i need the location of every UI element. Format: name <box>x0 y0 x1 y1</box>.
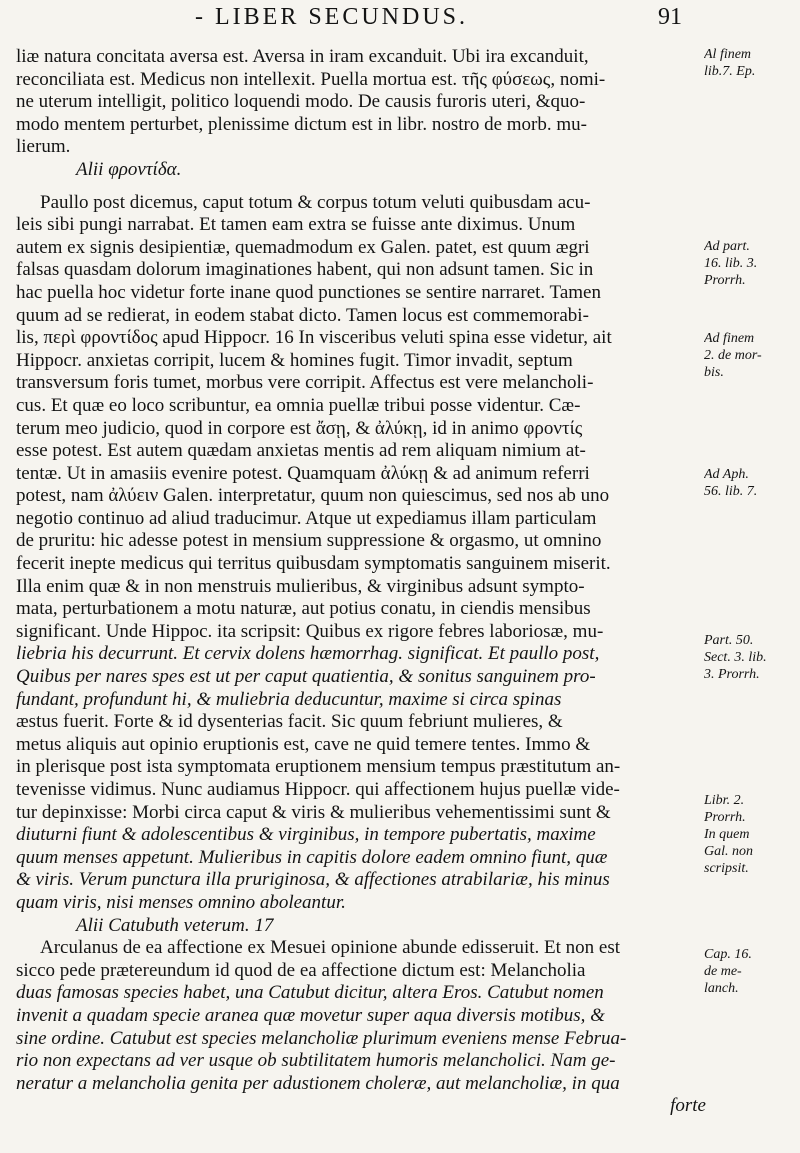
text-line: potest, nam ἀλύειν Galen. interpretatur, quum non quiescimus, sed nos ab uno <box>16 485 610 507</box>
text-line: fecerit inepte medicus qui territus quibusdam symptomatis sanguinem miserit. <box>16 553 611 575</box>
text-line: sicco pede prætereundum id quod de ea affectione dictum est: Melancholia <box>16 959 586 981</box>
margin-note: Part. 50. Sect. 3. lib. 3. Prorrh. <box>704 633 767 682</box>
text-line: lierum. <box>16 136 71 158</box>
text-line: cus. Et quæ eo loco scribuntur, ea omnia puellæ tribui posse videntur. Cæ- <box>16 394 581 416</box>
text-line: neratur a melancholia genita per adustionem choleræ, aut melancholiæ, in qua <box>16 1072 620 1094</box>
text-line: leis sibi pungi narrabat. Et tamen eam extra se fuisse ante diximus. Unum <box>16 214 576 236</box>
text-line: Hippocr. anxietas corripit, lucem & homines fugit. Timor invadit, septum <box>16 349 573 371</box>
text-line: Paullo post dicemus, caput totum & corpus totum veluti quibusdam acu- <box>40 191 591 213</box>
text-line: invenit a quadam specie aranea quæ movetur super aqua diversis motibus, & <box>16 1004 605 1026</box>
text-line: diuturni fiunt & adolescentibus & virginibus, in tempore pubertatis, maxime <box>16 824 596 846</box>
margin-note: Ad Aph. 56. lib. 7. <box>704 467 758 499</box>
text-line: esse potest. Est autem quædam anxietas mentis ad rem aliquam nimium at- <box>16 440 586 462</box>
text-line: quum ad se redierat, in eodem stabat dicto. Tamen locus est commemorabi- <box>16 304 589 326</box>
text-line: duas famosas species habet, una Catubut dicitur, altera Eros. Catubut nomen <box>16 982 604 1004</box>
margin-note: Al finem lib.7. Ep. <box>704 47 756 79</box>
text-line: quum menses appetunt. Mulieribus in capitis dolore eadem omnino fiunt, quæ <box>16 846 608 868</box>
page-header <box>0 4 800 38</box>
text-line: tevenisse vidimus. Nunc audiamus Hippocr. qui affectionem hujus puellæ vide- <box>16 779 620 800</box>
text-line: in plerisque post ista symptomata eruptionem mensium tempus præstitutum an- <box>16 756 621 778</box>
text-line: Arculanus de ea affectione ex Mesuei opinione abunde edisseruit. Et non est <box>40 937 621 959</box>
text-line: hac puella hoc videtur forte inane quod punctiones se sentire narraret. Tamen <box>16 281 601 303</box>
text-line: æstus fuerit. Forte & id dysenterias facit. Sic quum febriunt mulieres, & <box>16 711 563 733</box>
text-line: metus aliquis aut opinio eruptionis est, cave ne quid temere tentes. Immo & <box>16 733 591 755</box>
text-line: transversum foris tumet, morbus vere corripit. Affectus est vere melancholi- <box>16 372 594 394</box>
text-line: forte <box>670 1095 706 1117</box>
text-line: tentæ. Ut in amasiis evenire potest. Quamquam ἀλύκῃ & ad animum referri <box>16 462 590 484</box>
text-line: rio non expectans ad ver usque ob subtilitatem humoris melancholici. Nam ge- <box>16 1050 616 1072</box>
text-line: de pruritu: hic adesse potest in mensium suppressione & orgasmo, ut omnino <box>16 530 602 552</box>
text-line: quam viris, nisi menses omnino aboleantur. <box>16 891 346 913</box>
margin-note: Cap. 16. de me- lanch. <box>704 947 752 996</box>
text-line: mata, perturbationem a motu naturæ, aut potius conatu, in ciendis mensibus <box>16 598 591 620</box>
text-line: sine ordine. Catubut est species melancholiæ plurimum eveniens mense Februa- <box>16 1027 627 1049</box>
text-line: falsas quasdam dolorum imaginationes habent, qui non adsunt tamen. Sic in <box>16 259 594 281</box>
margin-note: Libr. 2. Prorrh. In quem Gal. non scripsit. <box>704 793 753 876</box>
body-text <box>16 46 706 1118</box>
running-title: - LIBER SECUNDUS. <box>195 4 469 30</box>
text-line: lis, περὶ φροντίδος apud Hippocr. 16 In visceribus veluti spina esse videtur, ait <box>16 327 612 349</box>
text-line: Alii Catubuth veterum. 17 <box>76 914 274 936</box>
margin-note: Ad part. 16. lib. 3. Prorrh. <box>704 239 758 288</box>
text-line: ne uterum intelligit, politico loquendi modo. De causis furoris uteri, &quo- <box>16 91 586 113</box>
text-line <box>16 182 706 192</box>
page-number: 91 <box>658 4 682 30</box>
text-line: significant. Unde Hippoc. ita scripsit: Quibus ex rigore febres laboriosæ, mu- <box>16 620 604 642</box>
text-line: liebria his decurrunt. Et cervix dolens hæmorrhag. significat. Et paullo post, <box>16 643 600 665</box>
text-line: & viris. Verum punctura illa pruriginosa, & affectiones atrabilariæ, his minus <box>16 869 610 891</box>
text-line: liæ natura concitata aversa est. Aversa in iram excanduit. Ubi ira excanduit, <box>16 46 589 67</box>
margin-note: Ad finem 2. de mor- bis. <box>704 331 762 380</box>
text-line: Illa enim quæ & in non menstruis mulieribus, & virginibus adsunt sympto- <box>16 575 585 597</box>
text-line: terum meo judicio, quod in corpore est ἄσῃ, & ἀλύκῃ, id in animo φροντίς <box>16 417 583 439</box>
text-line: Alii φροντίδα. <box>76 158 182 180</box>
text-line: autem ex signis desipientiæ, quemadmodum ex Galen. patet, est quum ægri <box>16 236 590 258</box>
text-line: tur depinxisse: Morbi circa caput & viris & mulieribus vehementissimi sunt & <box>16 801 611 823</box>
text-line: modo mentem perturbet, plenissime dictum est in libr. nostro de morb. mu- <box>16 113 587 135</box>
text-line: Quibus per nares spes est ut per caput quatientia, & sonitus sanguinem pro- <box>16 666 596 688</box>
text-line: negotio continuo ad aliud traducimur. Atque ut expediamus illam particulam <box>16 507 597 529</box>
text-line: fundant, profundunt hi, & muliebria deducuntur, maxime si circa spinas <box>16 688 562 710</box>
text-line: reconciliata est. Medicus non intellexit. Puella mortua est. τῆς φύσεως, nomi- <box>16 68 606 90</box>
